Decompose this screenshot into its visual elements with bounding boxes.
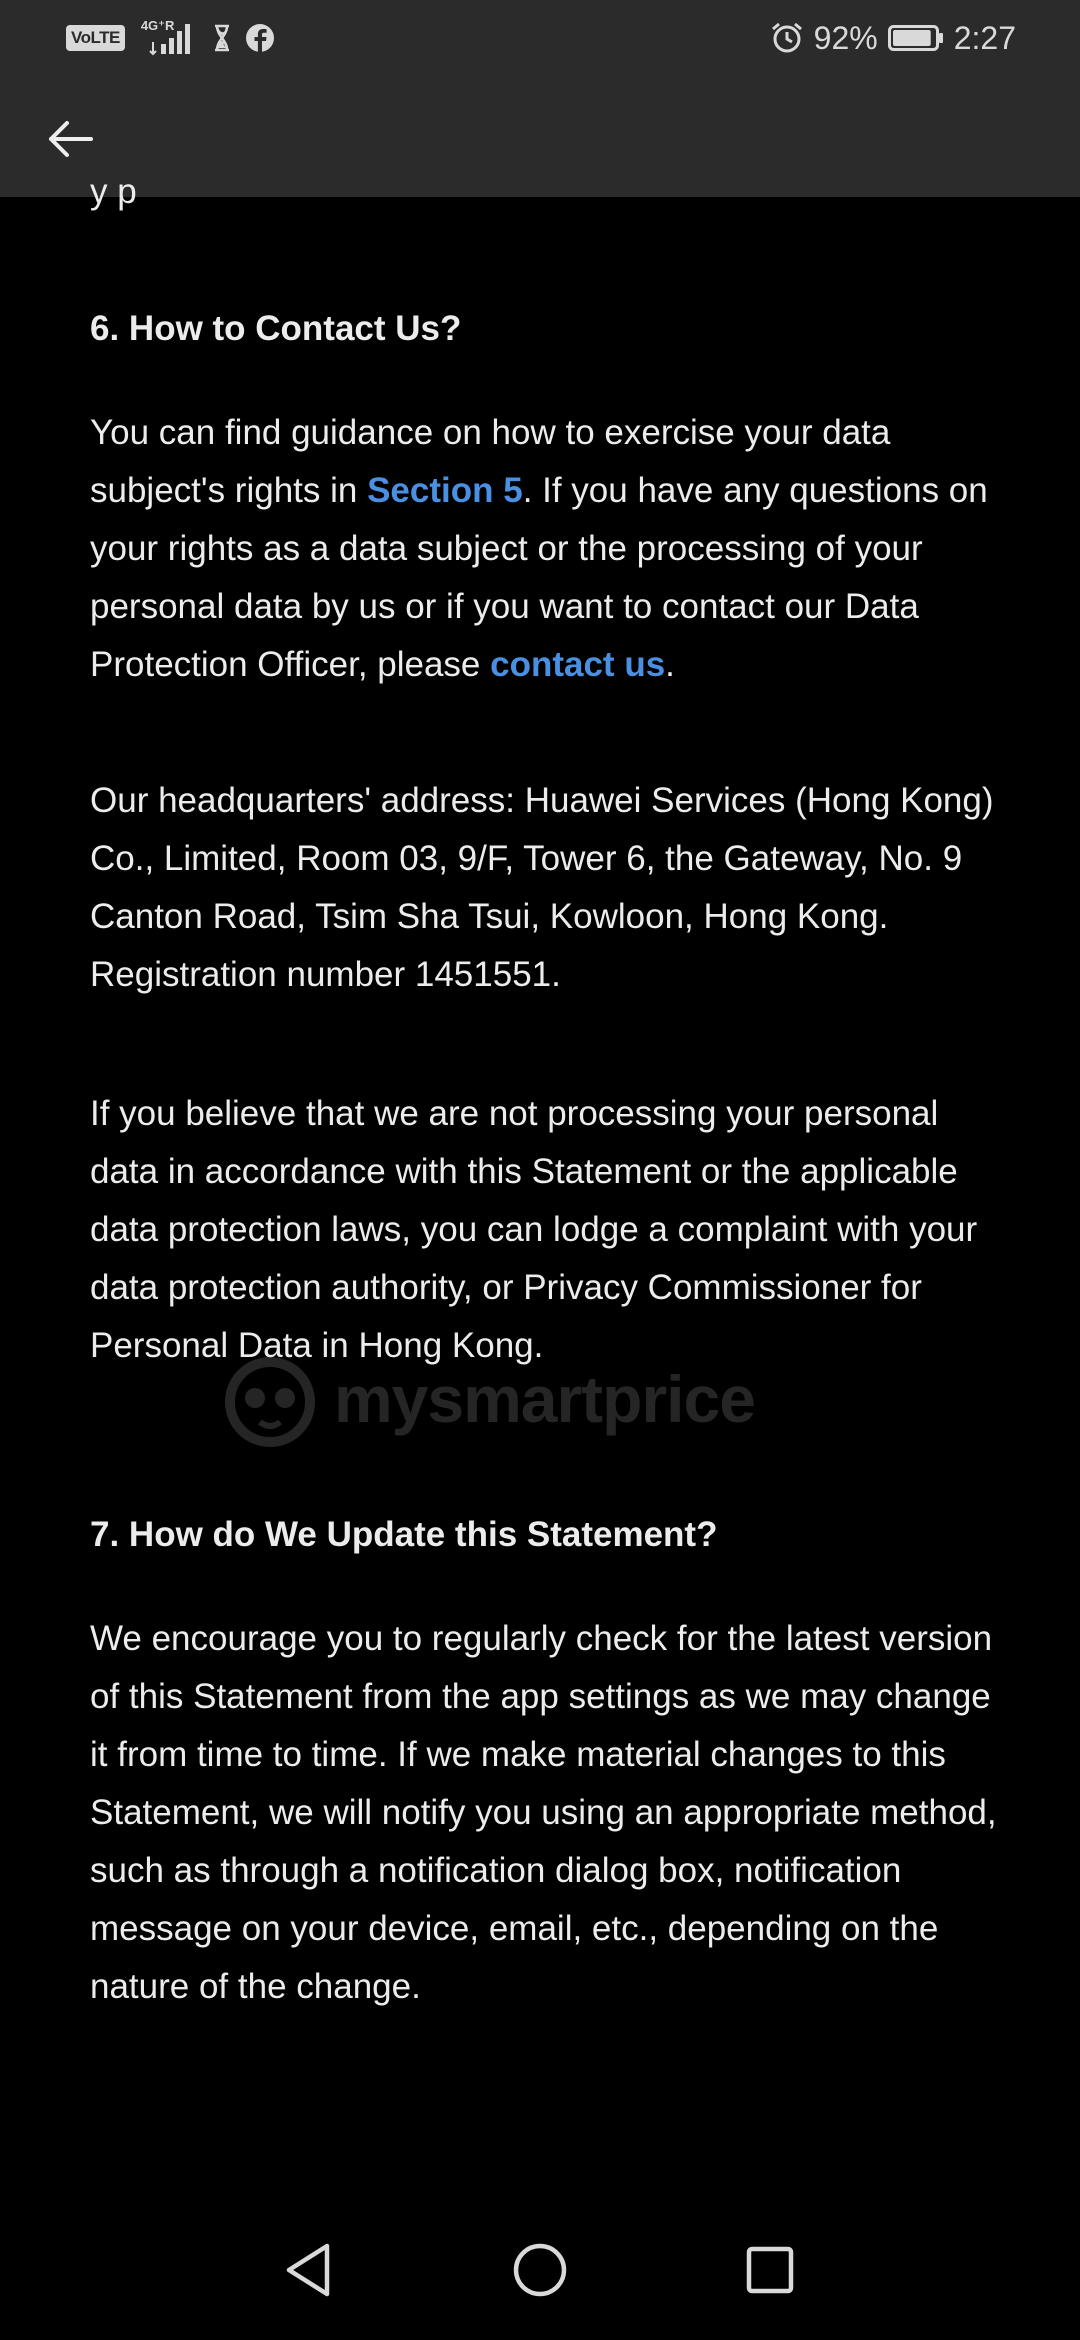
hourglass-icon: [213, 24, 231, 52]
network-type-label: 4G⁺R: [140, 18, 175, 33]
section-6-paragraph-address: Our headquarters' address: Huawei Services (Hong Kong) Co., Limited, Room 03, 9/F, Tower 6, the Gateway, No. 9 Canton Road, Tsim Sha Tsui, Kowloon, Hong Kong. Registration number 1451551.: [90, 781, 994, 994]
watermark-text: mysmartprice: [334, 1362, 755, 1436]
section-5-link[interactable]: Section 5: [367, 471, 523, 510]
system-navigation-bar: [0, 2200, 1080, 2340]
contact-us-link[interactable]: contact us: [490, 645, 666, 684]
nav-back-button[interactable]: [258, 2220, 358, 2320]
paragraph-text: You can find guidance on how to exercise your data subject's rights in: [90, 413, 891, 510]
section-6-paragraph-1: [90, 404, 1010, 694]
section-7-paragraph-1: We encourage you to regularly check for the latest version of this Statement from the app settings as we may change it from time to time. If we make material changes to this Statement, we will notify you using an appropriate method, such as through a notification dialog box, notification message on your device, email, etc., depending on the nature of the change.: [90, 1619, 997, 2006]
status-right-icons: [770, 16, 1016, 60]
watermark: [220, 1354, 755, 1444]
nav-recents-button[interactable]: [720, 2220, 820, 2320]
section-6-heading: 6. How to Contact Us?: [90, 309, 462, 348]
paragraph-text: .: [665, 645, 675, 684]
square-recents-icon: [745, 2245, 795, 2295]
alarm-icon: [770, 21, 804, 55]
section-7-heading: 7. How do We Update this Statement?: [90, 1515, 718, 1554]
app-bar: [0, 75, 1080, 197]
clock-time: 2:27: [953, 19, 1016, 56]
battery-percent: 92%: [813, 19, 878, 56]
battery-icon: [888, 24, 944, 52]
signal-icon: [139, 20, 199, 56]
cutoff-text-line: y p: [90, 172, 137, 211]
status-bar: [0, 0, 1080, 75]
paragraph-text: . If you have any questions on your rights as a data subject or the processing of your personal data by us or if you want to contact our Data Protection Officer, please: [90, 471, 988, 684]
owl-logo-icon: [220, 1354, 320, 1444]
section-6-paragraph-complaint: If you believe that we are not processing your personal data in accordance with this Statement or the applicable data protection laws, you can lodge a complaint with your data protection authority, or Privacy Commissioner for Personal Data in Hong Kong.: [90, 1094, 978, 1365]
arrow-left-icon: [45, 114, 95, 164]
nav-home-button[interactable]: [490, 2220, 590, 2320]
circle-home-icon: [512, 2242, 568, 2298]
status-left-icons: [66, 18, 275, 58]
volte-icon: VoLTE: [66, 25, 125, 51]
privacy-statement-content[interactable]: [0, 172, 1080, 2152]
triangle-back-icon: [283, 2242, 333, 2298]
facebook-icon: [245, 23, 275, 53]
